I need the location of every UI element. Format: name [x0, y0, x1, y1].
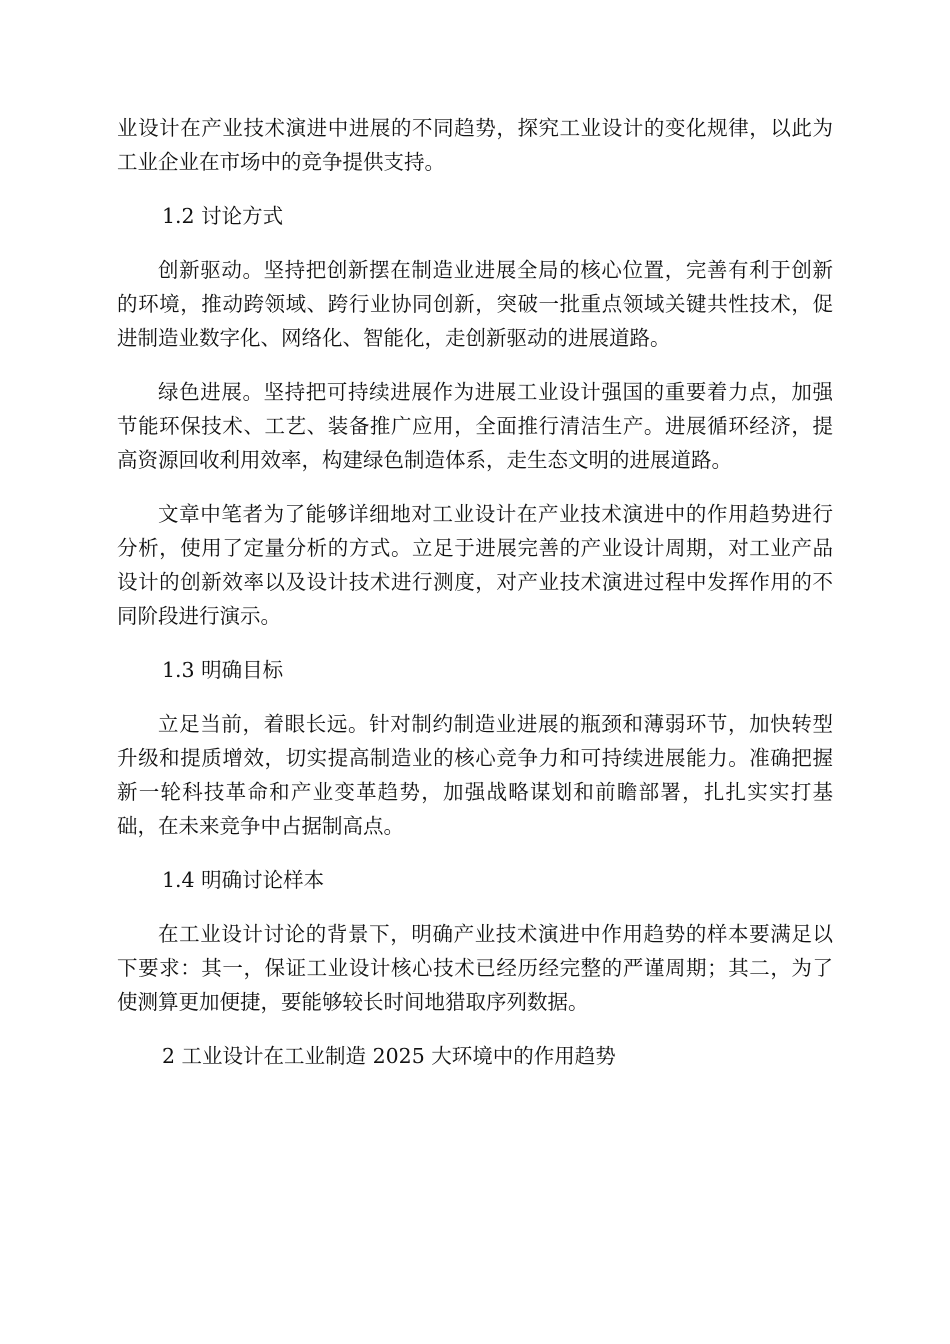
section-heading-2: 2 工业设计在工业制造 2025 大环境中的作用趋势 [162, 1044, 616, 1068]
paragraph-goal: 立足当前，着眼长远。针对制约制造业进展的瓶颈和薄弱环节，加快转型升级和提质增效，切实提高制造业的核心竞争力和可持续进展能力。准确把握新一轮科技革命和产业变革趋势，加强战略谋划和前瞻部署，扎扎实实打基础，在未来竞争中占据制高点。 [117, 712, 833, 838]
section-heading-1-2: 1.2 讨论方式 [162, 204, 284, 228]
paragraph-intro: 业设计在产业技术演进中进展的不同趋势，探究工业设计的变化规律，以此为工业企业在市场中的竞争提供支持。 [117, 116, 833, 174]
paragraph-innovation: 创新驱动。坚持把创新摆在制造业进展全局的核心位置，完善有利于创新的环境，推动跨领域、跨行业协同创新，突破一批重点领域关键共性技术，促进制造业数字化、网络化、智能化，走创新驱动的进展道路。 [117, 258, 833, 350]
document-page [117, 111, 833, 1093]
section-heading-1-4: 1.4 明确讨论样本 [162, 868, 325, 892]
paragraph-sample: 在工业设计讨论的背景下，明确产业技术演进中作用趋势的样本要满足以下要求：其一，保证工业设计核心技术已经历经完整的严谨周期；其二，为了使测算更加便捷，要能够较长时间地猎取序列数据。 [117, 922, 833, 1014]
paragraph-method: 文章中笔者为了能够详细地对工业设计在产业技术演进中的作用趋势进行分析，使用了定量分析的方式。立足于进展完善的产业设计周期，对工业产品设计的创新效率以及设计技术进行测度，对产业技术演进过程中发挥作用的不同阶段进行演示。 [117, 502, 833, 628]
section-heading-1-3: 1.3 明确目标 [162, 658, 284, 682]
paragraph-green: 绿色进展。坚持把可持续进展作为进展工业设计强国的重要着力点，加强节能环保技术、工艺、装备推广应用，全面推行清洁生产。进展循环经济，提高资源回收利用效率，构建绿色制造体系，走生态文明的进展道路。 [117, 380, 833, 472]
